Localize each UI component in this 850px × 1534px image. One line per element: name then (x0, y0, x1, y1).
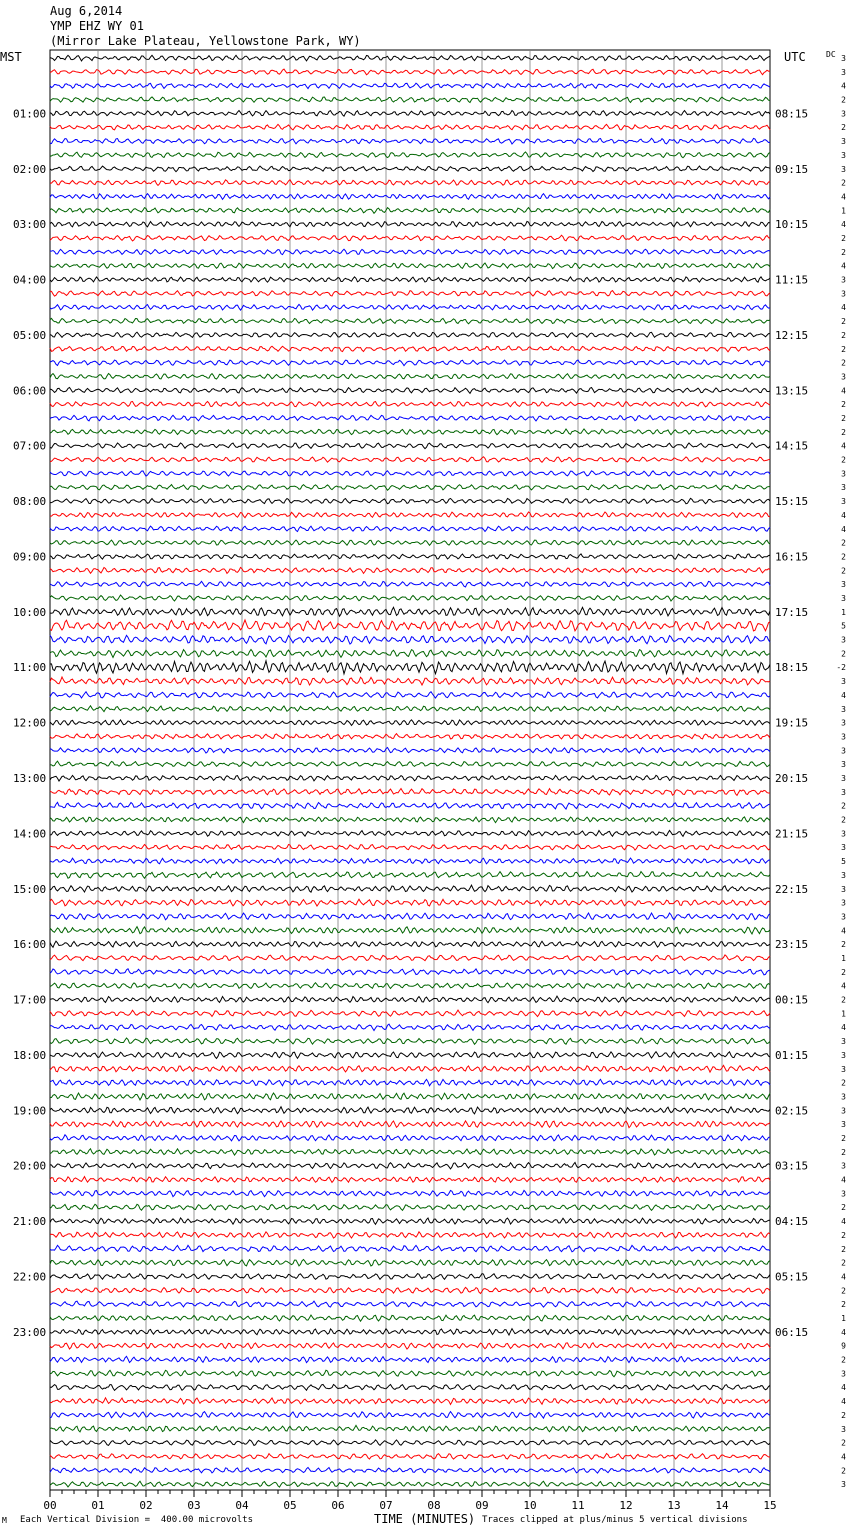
dc-offset: 1 (841, 1009, 846, 1019)
trace-101 (50, 1440, 770, 1446)
trace-62 (50, 899, 770, 906)
left-hour-label: 10:00 (13, 605, 47, 619)
dc-offset: 2 (841, 649, 846, 659)
right-hour-label: 20:15 (775, 772, 809, 785)
left-hour-label: 14:00 (13, 827, 47, 841)
dc-offset: 3 (841, 483, 846, 493)
trace-57 (50, 830, 770, 836)
dc-offset: 4 (841, 524, 846, 534)
trace-70 (50, 1010, 770, 1016)
dc-offset: 4 (841, 1175, 846, 1185)
trace-74 (50, 1065, 770, 1072)
left-hour-label: 08:00 (13, 495, 47, 509)
trace-46 (50, 677, 770, 685)
dc-offset: 2 (841, 414, 846, 423)
x-axis-ticks (43, 1490, 776, 1512)
trace-97 (50, 1384, 770, 1390)
trace-25 (50, 387, 770, 393)
trace-54 (50, 789, 770, 796)
trace-82 (50, 1177, 770, 1183)
trace-51 (50, 748, 770, 754)
trace-84 (50, 1204, 770, 1210)
dc-offset: 2 (841, 1230, 846, 1240)
trace-68 (50, 983, 770, 989)
left-hour-label: 11:00 (13, 661, 47, 675)
trace-80 (50, 1149, 770, 1155)
dc-offset: 3 (841, 1106, 846, 1116)
right-hour-label: 01:15 (775, 1048, 809, 1062)
trace-group (50, 55, 770, 1487)
right-hour-label: 08:15 (775, 107, 809, 121)
trace-96 (50, 1370, 770, 1377)
x-tick-label: 12 (619, 1499, 633, 1512)
trace-8 (50, 152, 770, 158)
trace-39 (50, 581, 770, 587)
dc-offset: 2 (841, 234, 846, 243)
trace-69 (50, 996, 770, 1002)
trace-94 (50, 1343, 770, 1349)
right-hour-label: 04:15 (775, 1215, 809, 1229)
trace-35 (50, 526, 770, 531)
header-date: Aug 6,2014 (50, 4, 123, 18)
trace-49 (50, 720, 770, 726)
dc-offset: 2 (841, 178, 846, 188)
trace-87 (50, 1245, 770, 1251)
trace-67 (50, 969, 770, 975)
dc-offset: 1 (841, 206, 846, 216)
trace-92 (50, 1315, 770, 1321)
left-axis-label: MST (0, 50, 22, 64)
vertical-division-note: Each Vertical Division = 400.00 microvolts (20, 1515, 253, 1525)
dc-offset: 3 (841, 1064, 846, 1074)
trace-78 (50, 1121, 770, 1128)
trace-4 (50, 97, 770, 103)
trace-41 (50, 607, 770, 616)
dc-offset: 2 (841, 967, 846, 977)
trace-3 (50, 83, 770, 88)
dc-offset: 3 (841, 594, 846, 603)
left-hour-label: 01:00 (13, 107, 47, 121)
left-hour-label: 20:00 (13, 1159, 47, 1173)
dc-offset: 4 (841, 303, 846, 313)
dc-offset: 4 (841, 261, 846, 271)
trace-2 (50, 69, 770, 75)
left-hour-label: 06:00 (13, 384, 47, 398)
right-hour-label: 05:15 (775, 1270, 809, 1284)
trace-37 (50, 554, 770, 559)
right-hour-label: 21:15 (775, 827, 809, 841)
trace-47 (50, 692, 770, 698)
dc-offset: 2 (841, 455, 846, 465)
trace-60 (50, 872, 770, 879)
dc-offset: 3 (841, 760, 846, 770)
dc-offset: 3 (841, 1161, 846, 1171)
trace-9 (50, 166, 770, 172)
dc-offset: 2 (841, 1300, 846, 1310)
trace-73 (50, 1052, 770, 1059)
dc-offset: 3 (841, 275, 846, 285)
right-hour-label: 18:15 (775, 661, 809, 675)
trace-42 (50, 620, 770, 631)
dc-offset: 2 (841, 427, 846, 437)
dc-offset: 2 (841, 317, 846, 327)
dc-offset: 3 (841, 1037, 846, 1047)
trace-76 (50, 1093, 770, 1100)
dc-offset: 4 (841, 220, 846, 230)
dc-offset: 3 (841, 870, 846, 880)
dc-offset: 2 (841, 801, 846, 811)
dc-offset: 3 (841, 1480, 846, 1490)
left-hour-label: 18:00 (13, 1048, 47, 1062)
left-hour-label: 04:00 (13, 273, 47, 287)
trace-93 (50, 1329, 770, 1335)
dc-offset: 3 (841, 580, 846, 590)
dc-offset: 3 (841, 704, 846, 714)
dc-offset: 2 (841, 538, 846, 548)
dc-offset: 3 (841, 164, 846, 174)
trace-26 (50, 401, 770, 406)
trace-12 (50, 208, 770, 214)
dc-offset-labels (836, 54, 846, 1489)
trace-15 (50, 249, 770, 254)
trace-27 (50, 415, 770, 421)
dc-offset: 3 (841, 1092, 846, 1102)
dc-offset: 3 (841, 898, 846, 908)
dc-offset: 3 (841, 289, 846, 299)
trace-99 (50, 1412, 770, 1419)
right-hour-label: 11:15 (775, 273, 809, 287)
dc-offset: 4 (841, 386, 846, 396)
x-tick-label: 02 (139, 1499, 153, 1512)
trace-44 (50, 650, 770, 658)
dc-offset: 4 (841, 1327, 846, 1337)
trace-50 (50, 734, 770, 739)
dc-offset: 3 (841, 1120, 846, 1130)
right-hour-label: 10:15 (775, 218, 809, 232)
trace-48 (50, 706, 770, 712)
dc-offset: 4 (841, 1397, 846, 1407)
dc-offset: 2 (841, 95, 846, 105)
dc-offset: 3 (841, 787, 846, 797)
x-tick-label: 11 (571, 1499, 585, 1512)
trace-11 (50, 194, 770, 200)
trace-90 (50, 1287, 770, 1293)
dc-offset: 3 (841, 137, 846, 147)
trace-1 (50, 55, 770, 61)
x-tick-label: 01 (91, 1499, 105, 1512)
x-tick-label: 07 (379, 1499, 393, 1512)
dc-offset: 3 (841, 469, 846, 479)
trace-91 (50, 1301, 770, 1307)
trace-32 (50, 485, 770, 491)
dc-offset: 2 (841, 566, 846, 576)
left-hour-label: 23:00 (13, 1325, 47, 1339)
dc-offset: 2 (841, 1286, 846, 1296)
dc-offset: 2 (841, 1203, 846, 1213)
dc-offset: 2 (841, 1258, 846, 1268)
x-tick-label: 06 (331, 1499, 345, 1512)
dc-offset: 2 (841, 552, 846, 562)
right-axis-label: UTC (784, 50, 806, 64)
dc-offset: 3 (841, 635, 846, 645)
right-hour-label: 00:15 (775, 993, 809, 1007)
left-hour-label: 21:00 (13, 1215, 47, 1229)
dc-offset: 5 (841, 621, 846, 631)
trace-98 (50, 1398, 770, 1405)
dc-offset: 3 (841, 497, 846, 507)
trace-61 (50, 885, 770, 892)
trace-13 (50, 221, 770, 226)
trace-103 (50, 1467, 770, 1473)
left-hour-label: 09:00 (13, 550, 47, 564)
dc-offset: 4 (841, 510, 846, 520)
right-hour-label: 14:15 (775, 439, 809, 453)
header-station: YMP EHZ WY 01 (50, 19, 144, 33)
trace-30 (50, 457, 770, 463)
dc-offset: 3 (841, 884, 846, 894)
dc-offset: 3 (841, 372, 846, 382)
trace-36 (50, 540, 770, 545)
trace-59 (50, 858, 770, 864)
dc-offset: 3 (841, 774, 846, 783)
header-location: (Mirror Lake Plateau, Yellowstone Park, WY) (50, 34, 361, 48)
trace-40 (50, 595, 770, 601)
dc-offset: 3 (841, 829, 846, 839)
right-hour-label: 16:15 (775, 550, 809, 564)
left-hour-label: 19:00 (13, 1104, 47, 1118)
trace-24 (50, 374, 770, 379)
dc-offset: 3 (841, 1369, 846, 1379)
trace-7 (50, 138, 770, 144)
left-hour-label: 07:00 (13, 439, 47, 453)
right-hour-label: 19:15 (775, 716, 809, 730)
dc-offset: 3 (841, 150, 846, 160)
x-tick-label: 00 (43, 1499, 57, 1512)
left-hour-label: 15:00 (13, 882, 47, 896)
left-hour-label: 13:00 (13, 772, 47, 785)
dc-offset: 3 (841, 54, 846, 63)
dc-offset: 4 (841, 1023, 846, 1033)
trace-89 (50, 1273, 770, 1279)
dc-offset: 3 (841, 732, 846, 742)
dc-offset: 2 (841, 1438, 846, 1448)
dc-offset: 3 (841, 109, 846, 119)
dc-offset: 4 (841, 926, 846, 936)
right-hour-label: 23:15 (775, 938, 809, 952)
dc-offset: 2 (841, 940, 846, 950)
right-hour-label: 06:15 (775, 1325, 809, 1339)
trace-52 (50, 761, 770, 766)
dc-offset: 2 (841, 123, 846, 133)
dc-offset: 2 (841, 995, 846, 1005)
dc-offset: 2 (841, 330, 846, 340)
trace-95 (50, 1356, 770, 1362)
trace-65 (50, 941, 770, 947)
dc-offset: 2 (841, 247, 846, 257)
dc-offset: 4 (841, 690, 846, 700)
dc-offset: 2 (841, 1355, 846, 1365)
trace-43 (50, 635, 770, 644)
right-hour-label: 13:15 (775, 384, 809, 398)
x-tick-label: 09 (475, 1499, 489, 1512)
right-hour-label: 09:15 (775, 162, 809, 176)
x-axis-title: TIME (MINUTES) (374, 1512, 476, 1526)
trace-29 (50, 443, 770, 449)
dc-offset: 1 (841, 1314, 846, 1323)
dc-offset: 4 (841, 1452, 846, 1462)
trace-75 (50, 1079, 770, 1085)
dc-offset: 4 (841, 1383, 846, 1393)
dc-offset: 3 (841, 1424, 846, 1434)
dc-offset: 3 (841, 912, 846, 922)
dc-offset: 4 (841, 1217, 846, 1227)
trace-22 (50, 346, 770, 352)
x-tick-label: 13 (667, 1499, 681, 1512)
dc-offset: 4 (841, 981, 846, 991)
trace-16 (50, 263, 770, 268)
dc-offset: 3 (841, 843, 846, 853)
left-hour-label: 05:00 (13, 328, 47, 342)
trace-79 (50, 1135, 770, 1141)
trace-28 (50, 429, 770, 435)
x-tick-label: 08 (427, 1499, 441, 1512)
dc-offset: 9 (841, 1341, 846, 1351)
trace-19 (50, 304, 770, 310)
trace-63 (50, 913, 770, 920)
dc-offset: 4 (841, 441, 846, 451)
dc-offset: 2 (841, 1410, 846, 1420)
trace-17 (50, 277, 770, 282)
left-hour-label: 17:00 (13, 993, 47, 1007)
clip-note: Traces clipped at plus/minus 5 vertical divisions (482, 1515, 748, 1525)
trace-55 (50, 802, 770, 809)
dc-offset: 1 (841, 607, 846, 617)
trace-21 (50, 332, 770, 337)
left-hour-label: 16:00 (13, 938, 47, 952)
dc-offset: 3 (841, 746, 846, 756)
dc-offset: 4 (841, 81, 846, 91)
trace-34 (50, 512, 770, 518)
trace-6 (50, 124, 770, 130)
trace-5 (50, 111, 770, 117)
x-tick-label: 14 (715, 1499, 729, 1512)
trace-72 (50, 1038, 770, 1044)
trace-66 (50, 955, 770, 961)
right-hour-label: 22:15 (775, 882, 809, 896)
trace-20 (50, 318, 770, 323)
dc-offset: 2 (841, 358, 846, 368)
trace-104 (50, 1481, 770, 1487)
left-hour-label: 12:00 (13, 716, 47, 730)
trace-45 (50, 661, 770, 674)
trace-64 (50, 927, 770, 934)
dc-offset: 5 (841, 857, 846, 867)
trace-88 (50, 1260, 770, 1266)
trace-81 (50, 1162, 770, 1168)
trace-53 (50, 775, 770, 781)
dc-offset: 1 (841, 954, 846, 963)
trace-10 (50, 180, 770, 186)
right-hour-label: 17:15 (775, 605, 809, 619)
trace-33 (50, 498, 770, 503)
trace-56 (50, 817, 770, 823)
trace-86 (50, 1232, 770, 1238)
dc-offset: 2 (841, 1244, 846, 1254)
scale-mark: M (2, 1516, 7, 1525)
trace-100 (50, 1425, 770, 1432)
x-tick-label: 10 (523, 1499, 537, 1512)
trace-23 (50, 360, 770, 366)
left-hour-label: 22:00 (13, 1270, 47, 1284)
x-tick-label: 15 (763, 1499, 777, 1512)
trace-85 (50, 1218, 770, 1224)
dc-offset: 4 (841, 192, 846, 202)
trace-71 (50, 1024, 770, 1030)
right-hour-label: 15:15 (775, 495, 809, 509)
dc-offset: 2 (841, 1134, 846, 1143)
dc-offset: 2 (841, 344, 846, 354)
dc-offset: 3 (841, 1189, 846, 1199)
trace-83 (50, 1190, 770, 1196)
right-hour-label: 03:15 (775, 1159, 809, 1173)
dc-offset: 2 (841, 1466, 846, 1476)
x-tick-label: 05 (283, 1499, 297, 1512)
dc-offset: 3 (841, 1050, 846, 1060)
trace-58 (50, 844, 770, 850)
left-hour-label: 02:00 (13, 162, 47, 176)
dc-offset: 2 (841, 400, 846, 410)
trace-77 (50, 1107, 770, 1114)
trace-102 (50, 1454, 770, 1460)
dc-label: DC (826, 50, 836, 59)
dc-offset: 2 (841, 1078, 846, 1088)
dc-offset: 3 (841, 677, 846, 687)
trace-14 (50, 235, 770, 241)
dc-offset: 3 (841, 67, 846, 77)
dc-offset: 2 (841, 1147, 846, 1157)
dc-offset: -2 (836, 663, 846, 673)
right-hour-label: 12:15 (775, 328, 809, 342)
trace-31 (50, 471, 770, 477)
trace-38 (50, 567, 770, 573)
trace-18 (50, 291, 770, 297)
left-hour-label: 03:00 (13, 218, 47, 232)
x-tick-label: 04 (235, 1499, 249, 1512)
dc-offset: 4 (841, 1272, 846, 1282)
x-tick-label: 03 (187, 1499, 201, 1512)
dc-offset: 3 (841, 718, 846, 728)
dc-offset: 2 (841, 815, 846, 825)
right-hour-label: 02:15 (775, 1104, 809, 1118)
